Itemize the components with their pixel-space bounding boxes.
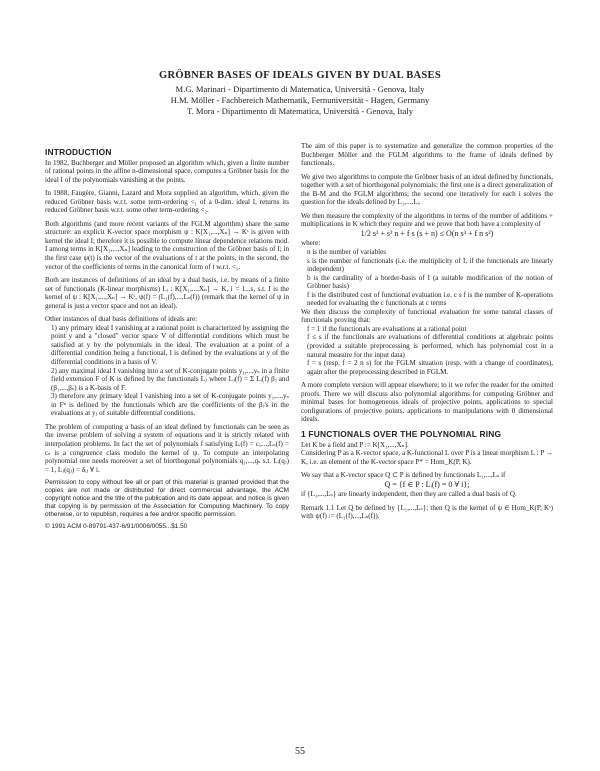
paragraph: Both algorithms (and more recent variants of the FGLM algorithm) share the same structure: an explicit K-vector space morphism ψ : K[X₁,...,Xₙ] → Kˢ is given with kernel the ideal I; therefore it is possible to compute linear dependence relations mod. I among terms in K[X₁,...,Xₙ] leading to the construction of the Gröbner basis of I; in the first case ψ(t) is the vector of the evaluations of t at the points, in the second, the vector of the coefficients of terms in the canonical form of t w.r.t. <₁.	[45, 219, 289, 271]
author-line: H.M. Möller - Fachbereich Mathematik, Fernuniversität - Hagen, Germany	[170, 94, 430, 105]
paragraph: We say that a K-vector space Q ⊂ P is defined by functionals L₁,...,Lₛ if	[301, 471, 506, 480]
paragraph: Other instances of dual basis definitions of ideals are:	[45, 315, 198, 324]
section-1-heading: 1 FUNCTIONALS OVER THE POLYNOMIAL RING	[301, 428, 502, 439]
paragraph: The aim of this paper is to systematize and generalize the common properties of the Buchberger Möller and the FGLM algorithms to the frame of ideals defined by functionals.	[301, 142, 553, 168]
paragraph: if {L₁,...,Lₛ} are linearly independent, then they are called a dual basis of Q.	[301, 490, 517, 499]
list-item: b is the cardinality of a border-basis of I (a suitable modification of the notion of Gröbner basis)	[307, 273, 553, 291]
list-item: f = s (resp. f = 2 n s) for the FGLM situation (resp. with a change of coordinates), again after the preprocessing described in FGLM.	[307, 359, 553, 376]
paragraph: We give two algorithms to compute the Gröbner basis of an ideal defined by functionals, together with a set of biorthogonal polynomials: the first one is a direct generalization of the B-M and the FGLM algorithms; the second one iteratively for each i solves the question for the ideals defined by L₁,...,Lᵢ.	[301, 172, 553, 207]
list-item: 3) therefore any primary ideal I vanishing into a set of K-conjugate points y₁,...,yₛ in Fⁿ is defined by the functionals which are the coefficients of the βⱼ's in the evaluations at yⱼ of suitable differential conditions.	[51, 392, 289, 418]
list-item: 1) any primary ideal I vanishing at a rational point is characterized by assigning the point y and a "closed" vector space V of differential conditions which must be satisfied at y by the polynomials in the ideal. The evaluation at a point of a differential condition being a functional, I is defined by the evaluations at y of the differential conditions in a basis of V.	[51, 323, 289, 367]
list-item: 2) any maximal ideal I vanishing into a set of K-conjugate points y₁,...,yₛ in a finite field extension F of K is defined by the functionals Lⱼ where Lⱼ(f) = Σ Lᵢ(f) βⱼ and (β₁,...,βₛ) is a K-basis of F.	[51, 366, 289, 392]
paragraph: In 1982, Buchberger and Möller proposed an algorithm which, given a finite number of rational points in the affine n-dimensional space, computes a Gröbner basis for the ideal I of the polynomials vanishing at the points.	[45, 158, 289, 184]
copyright-line: © 1991 ACM 0-89791-437-6/91/0006/0055...$1.50	[45, 523, 188, 531]
paragraph: In 1988, Faugère, Gianni, Lazard and Mora supplied an algorithm, which, given the reduced Gröbner basis w.r.t. some term-ordering <₁ of a 0-dim. ideal I, returns its reduced Gröbner basis w.r.t. some other term-ordering <₂.	[45, 189, 289, 215]
right-column	[301, 142, 553, 526]
paragraph: Let K be a field and P := K[X₁,...,Xₙ].	[301, 440, 409, 449]
permission-notice: Permission to copy without fee all or part of this material is granted provided that the copies are not made or distributed for direct commercial advantage, the ACM copyright notice and the title of the publication and its date appear, and notice is given that copying is by permission of the Association for Computing Machinery. To copy otherwise, or to republish, requires a fee and/or specific permission.	[45, 479, 289, 519]
author-line: T. Mora - Dipartimento di Matematica, Università - Genova, Italy	[186, 105, 414, 116]
list-item: s is the number of functionals (i.e. the multiplicity of I, if the functionals are linearly independent)	[307, 256, 553, 274]
list-item: f is the distributed cost of functional evaluation i.e. c s f is the number of K-operations needed for evaluating the c functionals at c terms	[307, 290, 553, 308]
remark: Remark 1.1 Let Q be defined by {L₁,...,Lₛ}; then Q is the kernel of ψ ∈ Hom_K(P, Kˢ) with ψ(f) := (L₁(f),...,Lₛ(f)).	[301, 503, 553, 521]
list-item: f = 1 if the functionals are evaluations at a rational point	[307, 324, 467, 333]
paragraph: The problem of computing a basis of an ideal defined by functionals can be seen as the inverse problem of solving a system of equations and it is strictly related with interpolation problems. In fact the set of polynomials f satisfying Lᵢ(f) = cᵢ,...,Lₛ(f) = cₛ is a congruence class modulo the kernel of ψ. To compute an interpolating polynomial one needs moreover a set of biorthogonal polynomials q₁,...,qₛ s.t. Lᵢ(qⱼ) = 1, Lⱼ(qⱼ) = δᵢⱼ ∀ i.	[45, 422, 289, 474]
left-column	[45, 148, 289, 531]
list-item: n is the number of variables	[307, 248, 386, 257]
author-line: M.G. Marinari - Dipartimento di Matematica, Università - Genova, Italy	[175, 84, 425, 94]
paragraph: Considering P as a K-vector space, a K-functional L over P is a linear morphism L : P → K, i.e. an element of the K-vector space P* = Hom_K(P, K).	[301, 449, 553, 466]
list-item: f ≤ s if the functionals are evaluations of differential conditions at algebraic points (provided a suitable preprocessing is performed, which has polynomial cost in a natural measure for the input data)	[307, 333, 553, 359]
definition-formula: Q = {f ∈ P : Lᵢ(f) = 0 ∀ i};	[384, 479, 470, 489]
paragraph: We then measure the complexity of the algorithms in terms of the number of additions + multiplications in K which they require and we prove that both have a complexity of	[301, 211, 553, 229]
page-number: 55	[295, 746, 305, 757]
paper-header	[60, 70, 540, 116]
paper-title: GRÖBNER BASES OF IDEALS GIVEN BY DUAL BASES	[159, 70, 441, 81]
where-label: where:	[301, 239, 321, 248]
paragraph: Both are instances of definitions of an ideal by a dual basis, i.e. by means of a finite set of functionals (K-linear morphisms) Lᵢ : K[X₁,...,Xₙ] → K, i = 1...s, s.t. I is the kernel of ψ : K[X₁,...,Xₙ] → Kˢ, ψ(f) = (L₁(f),...,Lₛ(f)) (remark that the kernel of ψ in general is just a vector space and not an ideal).	[45, 276, 289, 310]
introduction-heading: INTRODUCTION	[45, 147, 112, 157]
complexity-formula: 1/2 s³ + s² n + f s (s + n) ≤ O(n s³ + f n s²)	[360, 228, 494, 238]
paragraph: A more complete version will appear elsewhere; to it we refer the reader for the omitted proofs. There we will discuss also polynomial algorithms for computing Gröbner and minimal bases for homogeneous ideals of projective points, applications to special configurations of projective points, applications to manipulations with 0 dimensional ideals.	[301, 381, 553, 424]
paragraph: We then discuss the complexity of functional evaluation for some natural classes of functionals proving that:	[301, 307, 553, 325]
